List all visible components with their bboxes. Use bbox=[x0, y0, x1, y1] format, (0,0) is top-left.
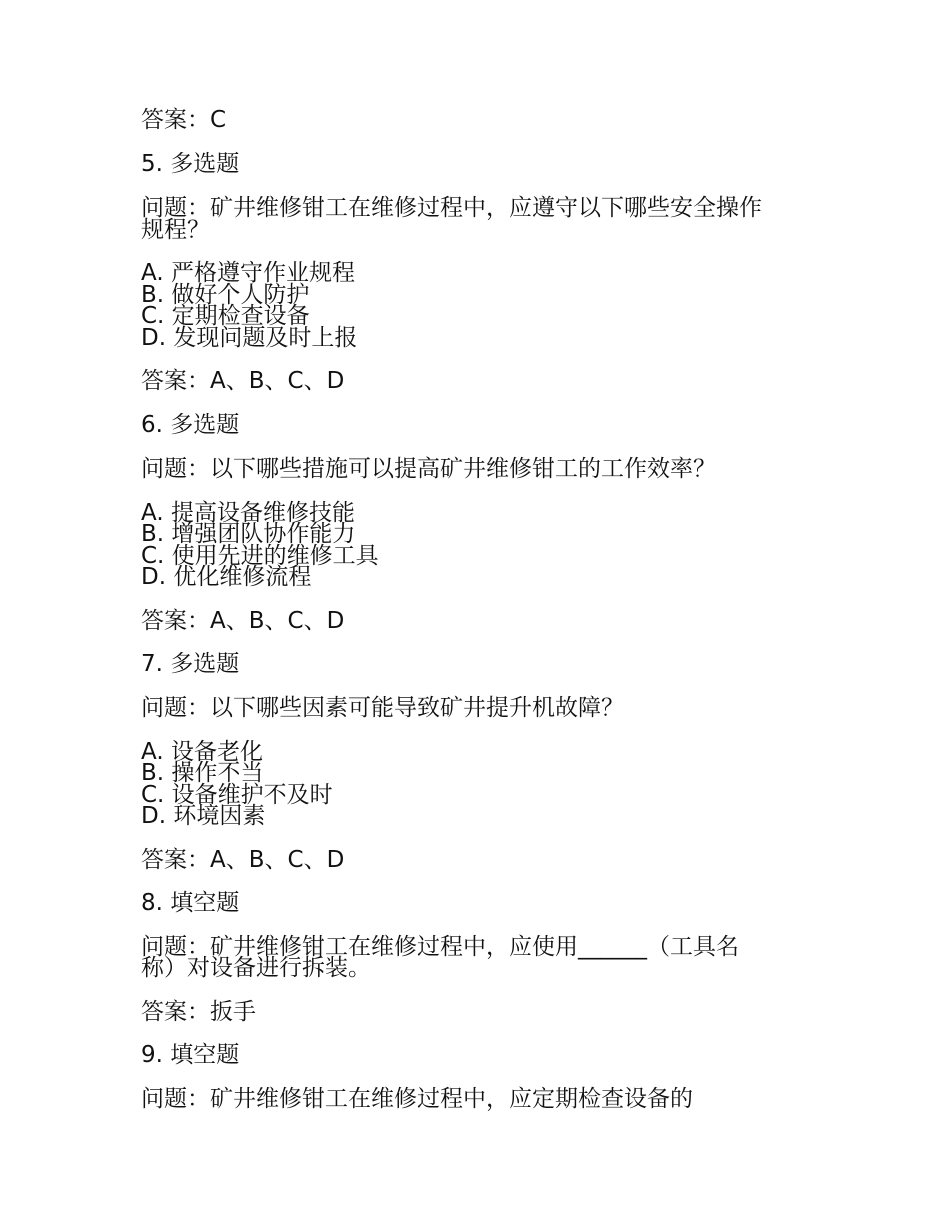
q7-option-a: A. 设备老化 bbox=[141, 739, 263, 765]
q5-question-line1: 问题：矿井维修钳工在维修过程中，应遵守以下哪些安全操作 bbox=[141, 195, 762, 221]
q6-question: 问题：以下哪些措施可以提高矿井维修钳工的工作效率？ bbox=[141, 456, 716, 482]
q6-option-a: A. 提高设备维修技能 bbox=[141, 500, 355, 526]
q7-option-c: C. 设备维护不及时 bbox=[141, 782, 333, 808]
q5-heading: 5. 多选题 bbox=[141, 151, 240, 177]
q5-option-a: A. 严格遵守作业规程 bbox=[141, 260, 355, 286]
q8-question-line2: 称）对设备进行拆装。 bbox=[141, 955, 371, 981]
q6-option-b: B. 增强团队协作能力 bbox=[141, 521, 356, 547]
q5-option-d: D. 发现问题及时上报 bbox=[141, 325, 358, 351]
q7-option-d: D. 环境因素 bbox=[141, 803, 266, 829]
prev-answer: 答案：C bbox=[141, 107, 227, 133]
q7-heading: 7. 多选题 bbox=[141, 651, 240, 677]
q6-answer: 答案：A、B、C、D bbox=[141, 608, 345, 634]
q5-option-c: C. 定期检查设备 bbox=[141, 303, 310, 329]
q9-heading: 9. 填空题 bbox=[141, 1042, 240, 1068]
q6-heading: 6. 多选题 bbox=[141, 412, 240, 438]
q5-question-line2: 规程？ bbox=[141, 217, 210, 243]
q5-option-b: B. 做好个人防护 bbox=[141, 282, 310, 308]
q7-answer: 答案：A、B、C、D bbox=[141, 847, 345, 873]
q8-heading: 8. 填空题 bbox=[141, 890, 240, 916]
q8-question-line1: 问题：矿井维修钳工在维修过程中，应使用______（工具名 bbox=[141, 934, 739, 960]
q8-answer: 答案：扳手 bbox=[141, 999, 256, 1025]
q6-option-d: D. 优化维修流程 bbox=[141, 564, 312, 590]
q7-option-b: B. 操作不当 bbox=[141, 760, 264, 786]
q6-option-c: C. 使用先进的维修工具 bbox=[141, 543, 379, 569]
q9-question-line1: 问题：矿井维修钳工在维修过程中，应定期检查设备的 bbox=[141, 1086, 693, 1112]
q7-question: 问题：以下哪些因素可能导致矿井提升机故障？ bbox=[141, 695, 624, 721]
q5-answer: 答案：A、B、C、D bbox=[141, 368, 345, 394]
